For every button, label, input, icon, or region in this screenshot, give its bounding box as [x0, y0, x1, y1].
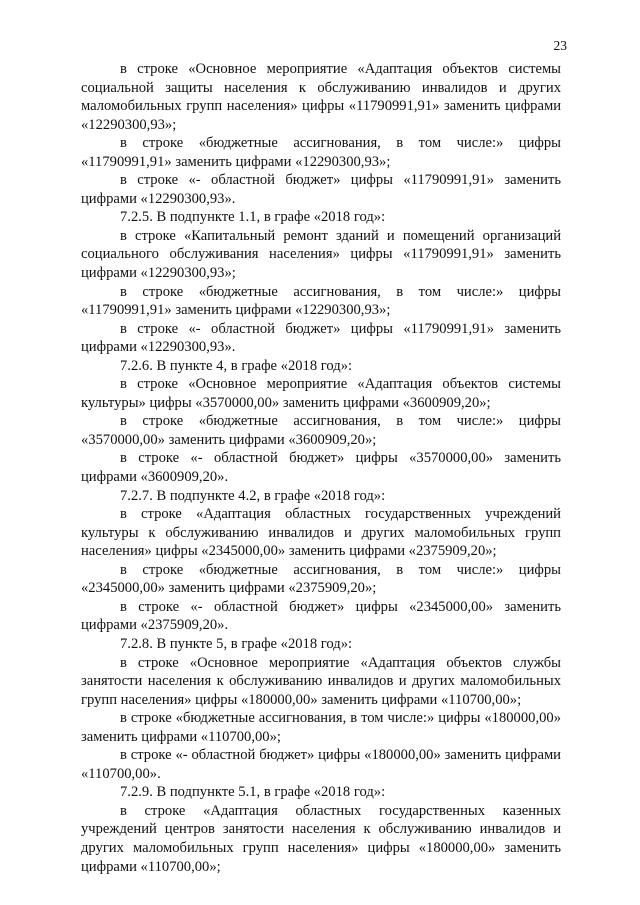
paragraph: в строке «Адаптация областных государственных учреждений культуры к обслуживанию инвалидов и других маломобильных групп населения» цифры «2345000,00» заменить цифрами «2375909,20»;	[81, 506, 561, 560]
document-body	[81, 60, 561, 876]
section-heading: 7.2.7. В подпункте 4.2, в графе «2018 год»:	[120, 487, 386, 504]
paragraph: в строке «Основное мероприятие «Адаптация объектов системы социальной защиты населения к обслуживанию инвалидов и других маломобильных групп населения» цифры «11790991,91» заменить цифрами «12290300,93»;	[81, 61, 561, 133]
paragraph: в строке «бюджетные ассигнования, в том числе:» цифры «180000,00» заменить цифрами «110700,00»;	[81, 710, 561, 745]
page-number: 23	[553, 38, 567, 53]
paragraph: в строке «- областной бюджет» цифры «180000,00» заменить цифрами «110700,00».	[81, 747, 561, 782]
section-heading: 7.2.8. В пункте 5, в графе «2018 год»:	[120, 635, 353, 652]
paragraph: в строке «- областной бюджет» цифры «11790991,91» заменить цифрами «12290300,93».	[81, 320, 561, 356]
section-heading: 7.2.9. В подпункте 5.1, в графе «2018 год»:	[120, 784, 386, 801]
section-heading: 7.2.6. В пункте 4, в графе «2018 год»:	[120, 357, 353, 374]
paragraph: в строке «- областной бюджет» цифры «11790991,91» заменить цифрами «12290300,93».	[81, 172, 561, 207]
paragraph: в строке «- областной бюджет» цифры «2345000,00» заменить цифрами «2375909,20».	[81, 598, 561, 634]
paragraph: в строке «Основное мероприятие «Адаптация объектов службы занятости населения к обслуживанию инвалидов и других маломобильных групп населения» цифры «180000,00» заменить цифрами «110700,00»;	[81, 654, 561, 708]
section-heading: 7.2.5. В подпункте 1.1, в графе «2018 год»:	[120, 209, 386, 226]
paragraph: в строке «Основное мероприятие «Адаптация объектов системы культуры» цифры «3570000,00» заменить цифрами «3600909,20»;	[81, 376, 561, 411]
paragraph: в строке «бюджетные ассигнования, в том числе:» цифры «2345000,00» заменить цифрами «2375909,20»;	[81, 561, 561, 597]
paragraph: в строке «- областной бюджет» цифры «3570000,00» заменить цифрами «3600909,20».	[81, 450, 561, 486]
paragraph: в строке «Капитальный ремонт зданий и помещений организаций социального обслуживания населения» цифры «11790991,91» заменить цифрами «12290300,93»;	[81, 227, 561, 282]
paragraph: в строке «Адаптация областных государственных казенных учреждений центров занятости населения к обслуживанию инвалидов и других маломобильных групп населения» цифры «180000,00» заменить цифрами «110700,00»;	[81, 802, 561, 875]
paragraph: в строке «бюджетные ассигнования, в том числе:» цифры «3570000,00» заменить цифрами «3600909,20»;	[81, 413, 561, 448]
paragraph: в строке «бюджетные ассигнования, в том числе:» цифры «11790991,91» заменить цифрами «12290300,93»;	[81, 135, 561, 170]
paragraph: в строке «бюджетные ассигнования, в том числе:» цифры «11790991,91» заменить цифрами «12290300,93»;	[81, 283, 561, 319]
